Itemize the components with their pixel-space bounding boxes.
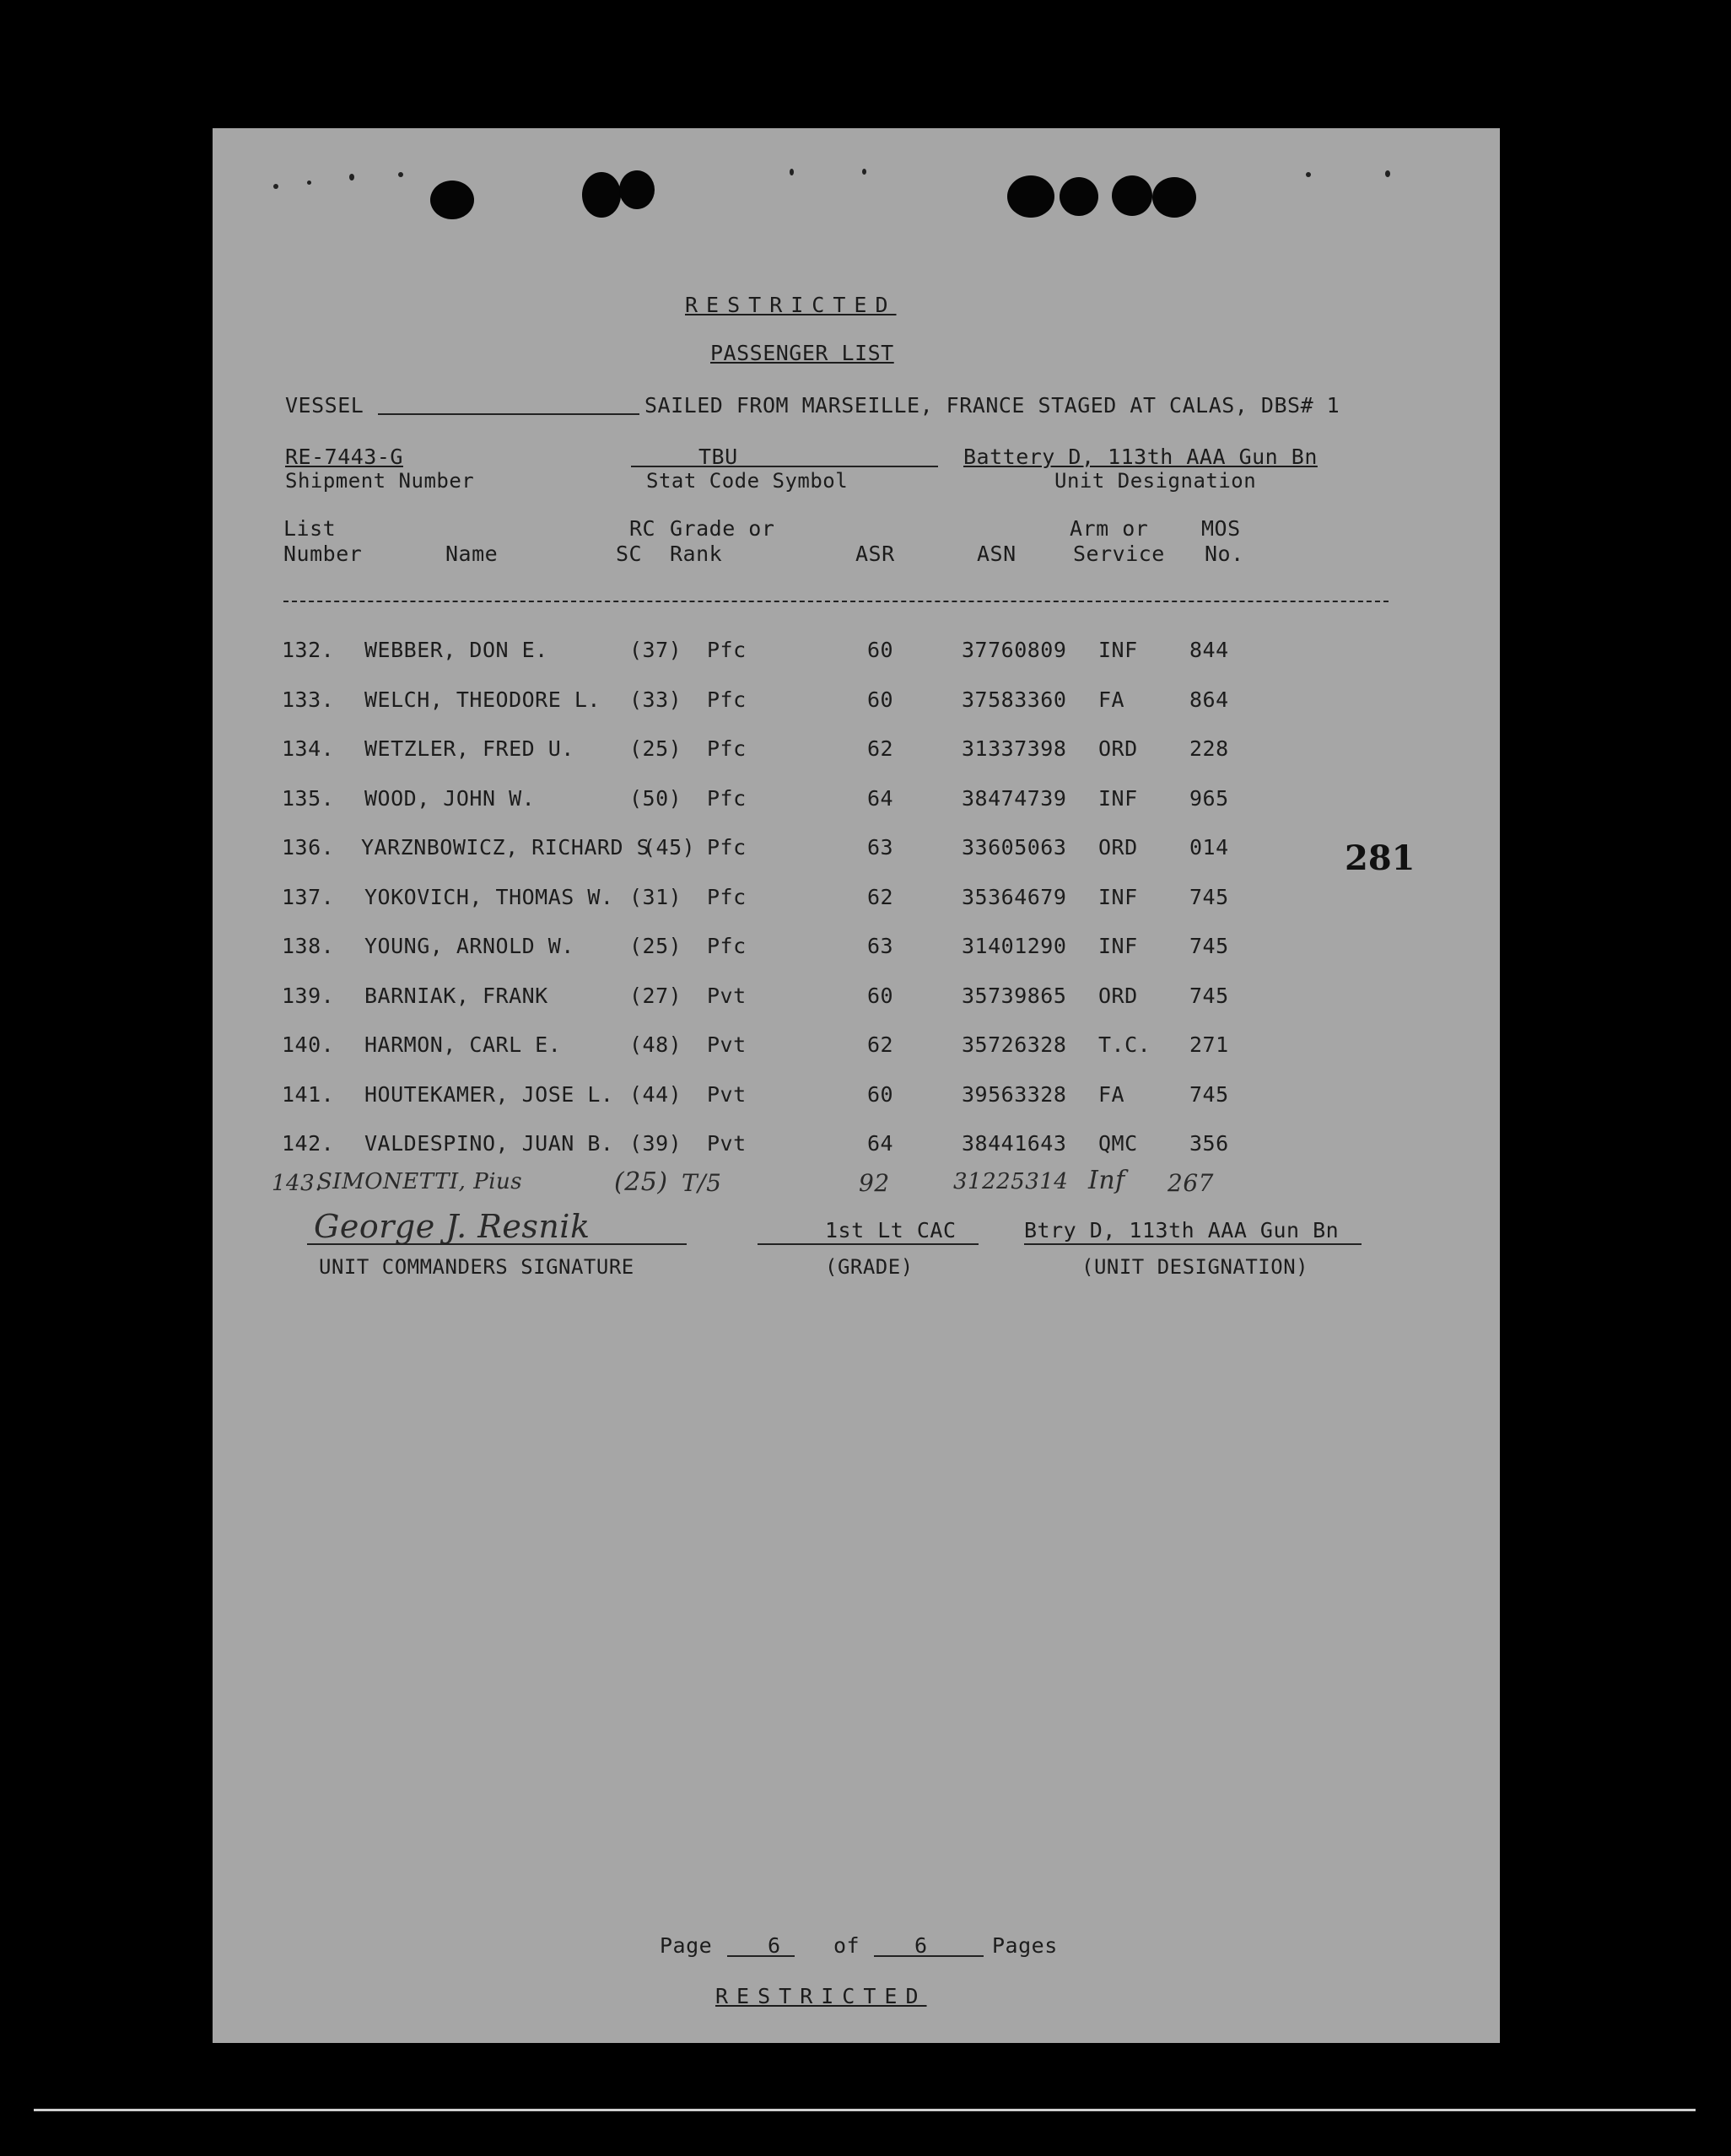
handwritten-grade: T/5: [682, 1169, 722, 1197]
row-name: WETZLER, FRED U.: [364, 736, 574, 761]
row-grade: Pfc: [707, 736, 747, 761]
row-asn: 38474739: [962, 785, 1067, 811]
row-arm-service: QMC: [1098, 1131, 1138, 1156]
row-mos: 965: [1189, 785, 1229, 811]
col-mos: MOS: [1201, 516, 1241, 541]
unit-designation: Battery D, 113th AAA Gun Bn: [963, 445, 1318, 469]
row-name: VALDESPINO, JUAN B.: [364, 1131, 614, 1156]
row-asr: 60: [867, 687, 894, 712]
col-asr: ASR: [855, 542, 895, 566]
row-arm-service: FA: [1098, 1081, 1125, 1107]
row-list-number: 132.: [282, 638, 335, 662]
row-rc-sc: (33): [629, 687, 682, 712]
speck: [398, 172, 403, 177]
handwritten-arm: Inf: [1088, 1166, 1125, 1195]
row-asn: 31337398: [962, 736, 1067, 761]
footer-page-current-line: [727, 1955, 795, 1957]
col-rank: Rank: [670, 542, 723, 566]
footer-page-current: 6: [768, 1933, 781, 1958]
unit-designation-label: Unit Designation: [1054, 469, 1257, 493]
col-mos-no: No.: [1205, 542, 1244, 566]
vessel-label: VESSEL: [285, 393, 364, 418]
row-mos: 745: [1189, 983, 1229, 1008]
row-rc-sc: (44): [629, 1081, 682, 1107]
row-list-number: 141.: [282, 1081, 335, 1107]
row-asr: 63: [867, 835, 894, 860]
row-mos: 745: [1189, 884, 1229, 909]
row-arm-service: T.C.: [1098, 1032, 1151, 1057]
row-grade: Pvt: [707, 1032, 747, 1057]
speck: [349, 174, 354, 181]
table-row: [213, 1082, 1500, 1116]
row-asr: 60: [867, 1081, 894, 1107]
row-rc-sc: (48): [629, 1032, 682, 1057]
footer-of-word: of: [833, 1933, 860, 1958]
row-rc-sc: (25): [629, 934, 682, 958]
row-list-number: 138.: [282, 934, 335, 958]
row-mos: 745: [1189, 934, 1229, 958]
row-asn: 39563328: [962, 1081, 1067, 1107]
table-row: [213, 638, 1500, 671]
document-title: PASSENGER LIST: [710, 341, 894, 365]
commander-unit: Btry D, 113th AAA Gun Bn: [1024, 1218, 1340, 1242]
grade-line: [758, 1243, 979, 1245]
table-row: [213, 1032, 1500, 1066]
row-asr: 64: [867, 1131, 894, 1156]
row-name: YOKOVICH, THOMAS W.: [364, 884, 614, 909]
col-arm: Arm or: [1070, 516, 1149, 541]
unit-line: [1024, 1243, 1362, 1245]
row-asn: 35739865: [962, 983, 1067, 1008]
punch-hole: [582, 172, 621, 218]
row-grade: Pfc: [707, 785, 747, 811]
row-list-number: 142.: [282, 1131, 335, 1156]
punch-hole: [1060, 177, 1098, 216]
col-rc: RC: [629, 516, 656, 541]
speck: [1385, 170, 1390, 177]
commander-signature: George J. Resnik: [314, 1208, 590, 1245]
shipment-number: RE-7443-G: [285, 445, 403, 469]
row-name: HARMON, CARL E.: [364, 1032, 562, 1057]
punch-hole: [1152, 177, 1196, 218]
stat-code-blank: [631, 466, 938, 467]
col-asn: ASN: [977, 542, 1016, 566]
speck: [1306, 172, 1311, 177]
col-list-number: List: [283, 516, 337, 541]
row-asn: 37760809: [962, 638, 1067, 662]
table-row: [213, 786, 1500, 820]
speck: [790, 169, 794, 175]
shipment-number-label: Shipment Number: [285, 469, 475, 493]
row-arm-service: INF: [1098, 884, 1138, 909]
speck: [273, 184, 278, 189]
row-list-number: 139.: [282, 983, 335, 1008]
row-list-number: 135.: [282, 785, 335, 811]
row-name: YOUNG, ARNOLD W.: [364, 934, 574, 958]
punch-hole: [1112, 175, 1152, 216]
row-list-number: 136.: [282, 835, 335, 860]
row-rc-sc: (45): [643, 835, 696, 860]
table-row: [213, 984, 1500, 1017]
punch-hole: [619, 170, 655, 209]
row-grade: Pvt: [707, 1081, 747, 1107]
row-asn: 35364679: [962, 884, 1067, 909]
table-row: [213, 1131, 1500, 1165]
col-name: Name: [445, 542, 499, 566]
signature-line: [307, 1243, 687, 1245]
stat-code-label: Stat Code Symbol: [646, 469, 849, 493]
row-arm-service: ORD: [1098, 835, 1138, 860]
row-list-number: 140.: [282, 1032, 335, 1057]
table-row: [213, 687, 1500, 721]
sailed-from: SAILED FROM MARSEILLE, FRANCE STAGED AT CALAS, DBS# 1: [644, 393, 1340, 418]
handwritten-name: SIMONETTI, Pius: [317, 1169, 523, 1194]
document-page: [213, 128, 1500, 2043]
grade-label: (GRADE): [825, 1255, 914, 1279]
table-row: [213, 934, 1500, 968]
row-rc-sc: (27): [629, 983, 682, 1008]
handwritten-asn: 31225314: [953, 1169, 1069, 1194]
signature-label: UNIT COMMANDERS SIGNATURE: [319, 1255, 634, 1279]
unit-label: (UNIT DESIGNATION): [1081, 1255, 1309, 1279]
row-grade: Pfc: [707, 884, 747, 909]
film-edge-line: [34, 2109, 1696, 2111]
row-asn: 38441643: [962, 1131, 1067, 1156]
speck: [307, 181, 311, 185]
row-name: WELCH, THEODORE L.: [364, 687, 601, 712]
row-asn: 37583360: [962, 687, 1067, 712]
row-asn: 35726328: [962, 1032, 1067, 1057]
row-grade: Pvt: [707, 1131, 747, 1156]
row-asr: 63: [867, 934, 894, 958]
row-asr: 62: [867, 1032, 894, 1057]
row-mos: 228: [1189, 736, 1229, 761]
handwritten-mos: 267: [1167, 1169, 1214, 1197]
row-rc-sc: (50): [629, 785, 682, 811]
row-rc-sc: (31): [629, 884, 682, 909]
commander-grade: 1st Lt CAC: [825, 1218, 957, 1242]
row-grade: Pfc: [707, 934, 747, 958]
col-service: Service: [1073, 542, 1165, 566]
row-grade: Pvt: [707, 983, 747, 1008]
row-mos: 271: [1189, 1032, 1229, 1057]
row-mos: 844: [1189, 638, 1229, 662]
table-row: [213, 736, 1500, 770]
row-name: HOUTEKAMER, JOSE L.: [364, 1081, 614, 1107]
row-rc-sc: (25): [629, 736, 682, 761]
classification-bottom: RESTRICTED: [715, 1984, 927, 2008]
row-name: WEBBER, DON E.: [364, 638, 548, 662]
row-grade: Pfc: [707, 638, 747, 662]
col-grade: Grade or: [670, 516, 775, 541]
page-stamp-number: 281: [1345, 838, 1416, 878]
row-asr: 62: [867, 736, 894, 761]
stat-code: TBU: [698, 445, 738, 469]
punch-hole: [430, 181, 474, 219]
row-grade: Pfc: [707, 835, 747, 860]
row-list-number: 133.: [282, 687, 335, 712]
table-row: [213, 835, 1500, 869]
row-mos: 356: [1189, 1131, 1229, 1156]
handwritten-rc: (25): [614, 1167, 668, 1197]
row-asr: 62: [867, 884, 894, 909]
row-name: WOOD, JOHN W.: [364, 785, 536, 811]
footer-page-word: Page: [660, 1933, 713, 1958]
handwritten-asr: 92: [859, 1169, 890, 1197]
row-mos: 864: [1189, 687, 1229, 712]
footer-page-total-line: [874, 1955, 984, 1957]
row-rc-sc: (39): [629, 1131, 682, 1156]
row-asr: 60: [867, 638, 894, 662]
footer-page-total: 6: [914, 1933, 928, 1958]
punch-hole: [1007, 175, 1054, 218]
row-arm-service: INF: [1098, 785, 1138, 811]
row-mos: 014: [1189, 835, 1229, 860]
row-arm-service: ORD: [1098, 983, 1138, 1008]
row-name: BARNIAK, FRANK: [364, 983, 548, 1008]
row-arm-service: FA: [1098, 687, 1125, 712]
row-name: YARZNBOWICZ, RICHARD S: [361, 835, 650, 860]
row-rc-sc: (37): [629, 638, 682, 662]
row-mos: 745: [1189, 1081, 1229, 1107]
classification-top: RESTRICTED: [685, 293, 897, 317]
speck: [862, 169, 866, 175]
handwritten-list-number: 143.: [272, 1171, 322, 1196]
header-divider: [283, 601, 1389, 602]
vessel-blank: [378, 413, 639, 415]
row-arm-service: ORD: [1098, 736, 1138, 761]
row-asr: 64: [867, 785, 894, 811]
row-list-number: 137.: [282, 884, 335, 909]
row-asn: 31401290: [962, 934, 1067, 958]
footer-pages-word: Pages: [992, 1933, 1058, 1958]
row-list-number: 134.: [282, 736, 335, 761]
row-arm-service: INF: [1098, 934, 1138, 958]
row-arm-service: INF: [1098, 638, 1138, 662]
row-asn: 33605063: [962, 835, 1067, 860]
row-asr: 60: [867, 983, 894, 1008]
col-sc: SC: [616, 542, 643, 566]
row-grade: Pfc: [707, 687, 747, 712]
col-list-number-2: Number: [283, 542, 363, 566]
table-row: [213, 885, 1500, 919]
